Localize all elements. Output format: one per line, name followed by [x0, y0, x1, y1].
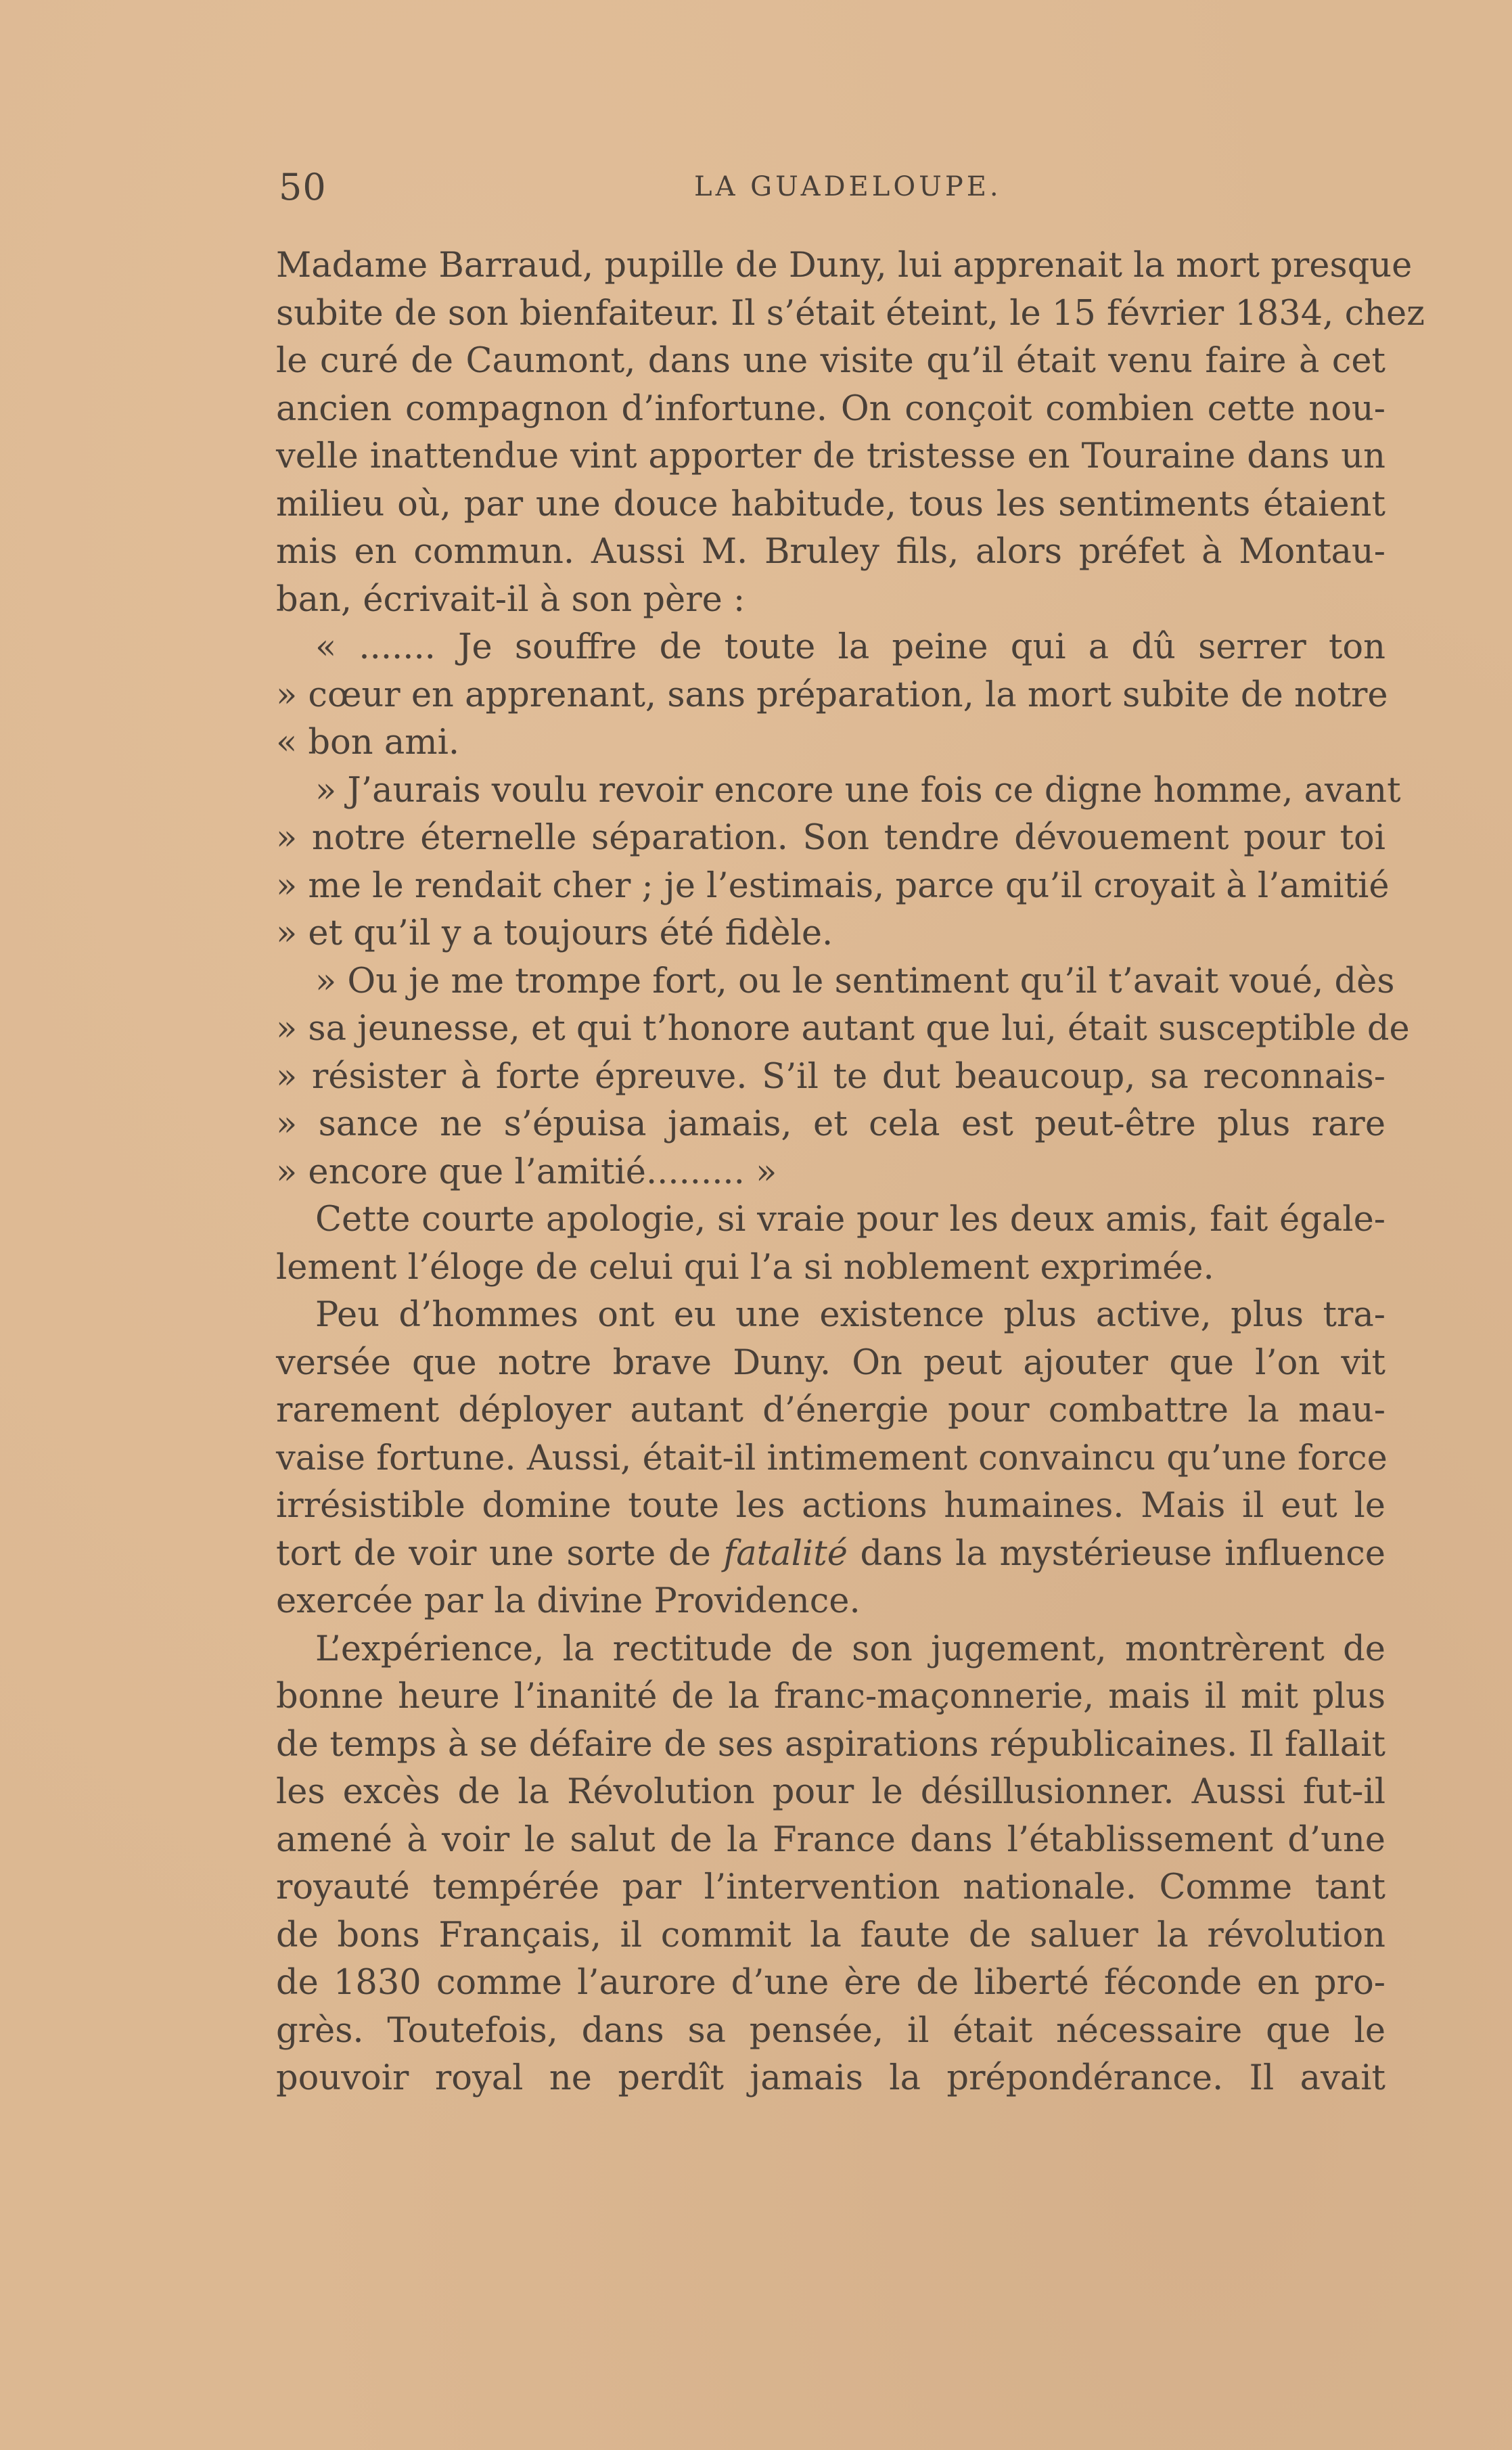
text-line: mis en commun. Aussi M. Bruley fils, alors préfet à Montau-	[276, 532, 1385, 572]
text-line: ancien compagnon d’infortune. On conçoit combien cette nou-	[276, 388, 1385, 429]
page-header	[279, 166, 1388, 220]
text-line: Cette courte apologie, si vraie pour les deux amis, fait égale-	[315, 1200, 1385, 1240]
text-line: » et qu’il y a toujours été fidèle.	[276, 913, 833, 953]
text-line: » cœur en apprenant, sans préparation, la mort subite de notre	[276, 675, 1388, 715]
running-title: LA GUADELOUPE.	[694, 171, 1002, 202]
text-line: amené à voir le salut de la France dans l’établissement d’une	[276, 1819, 1385, 1860]
text-line: ban, écrivait-il à son père :	[276, 579, 746, 620]
text-line: grès. Toutefois, dans sa pensée, il était nécessaire que le	[276, 2010, 1385, 2051]
text-line: de 1830 comme l’aurore d’une ère de liberté féconde en pro-	[276, 1963, 1385, 2003]
text-line: » encore que l’amitié......... »	[276, 1152, 777, 1192]
text-line: le curé de Caumont, dans une visite qu’il était venu faire à cet	[276, 341, 1385, 381]
text-line: » résister à forte épreuve. S’il te dut beaucoup, sa reconnais-	[276, 1056, 1385, 1097]
text-line: pouvoir royal ne perdît jamais la prépondérance. Il avait	[276, 2058, 1385, 2098]
text-line: » J’aurais voulu revoir encore une fois ce digne homme, avant	[315, 770, 1401, 811]
text-line: vaise fortune. Aussi, était-il intimement convaincu qu’une force	[276, 1438, 1388, 1478]
emphasis-word: fatalité	[723, 1533, 848, 1574]
text-line: » Ou je me trompe fort, ou le sentiment qu’il t’avait voué, dès	[315, 961, 1395, 1001]
text-line: Peu d’hommes ont eu une existence plus active, plus tra-	[315, 1295, 1385, 1335]
text-line: bonne heure l’inanité de la franc-maçonnerie, mais il mit plus	[276, 1677, 1385, 1717]
text-line: » sance ne s’épuisa jamais, et cela est peut-être plus rare	[276, 1104, 1385, 1144]
text-line: versée que notre brave Duny. On peut ajouter que l’on vit	[276, 1342, 1385, 1383]
text-line: L’expérience, la rectitude de son jugement, montrèrent de	[315, 1629, 1385, 1669]
text-line: rarement déployer autant d’énergie pour combattre la mau-	[276, 1390, 1385, 1430]
text-line: lement l’éloge de celui qui l’a si noblement exprimée.	[276, 1247, 1214, 1288]
body-text	[276, 242, 1425, 2103]
text-line: » notre éternelle séparation. Son tendre dévouement pour toi	[276, 818, 1385, 858]
text-line: velle inattendue vint apporter de tristesse en Touraine dans un	[276, 436, 1385, 476]
text-line: milieu où, par une douce habitude, tous les sentiments étaient	[276, 484, 1385, 524]
text-line: les excès de la Révolution pour le désillusionner. Aussi fut-il	[276, 1772, 1385, 1812]
text-line: irrésistible domine toute les actions humaines. Mais il eut le	[276, 1486, 1385, 1526]
text-line: tort de voir une sorte de fatalité dans la mystérieuse influence	[276, 1533, 1385, 1574]
text-line: Madame Barraud, pupille de Duny, lui apprenait la mort presque	[276, 246, 1413, 286]
text-line: » sa jeunesse, et qui t’honore autant que lui, était susceptible de	[276, 1009, 1410, 1049]
text-line: royauté tempérée par l’intervention nationale. Comme tant	[276, 1867, 1385, 1907]
text-line: de temps à se défaire de ses aspirations républicaines. Il fallait	[276, 1724, 1385, 1765]
text-line: » me le rendait cher ; je l’estimais, parce qu’il croyait à l’amitié	[276, 865, 1390, 906]
text-line: « bon ami.	[276, 723, 460, 763]
text-line: exercée par la divine Providence.	[276, 1581, 861, 1621]
text-line: subite de son bienfaiteur. Il s’était éteint, le 15 février 1834, chez	[276, 293, 1425, 334]
text-line: de bons Français, il commit la faute de saluer la révolution	[276, 1915, 1385, 1955]
page-number: 50	[279, 166, 327, 208]
text-line: « ....... Je souffre de toute la peine qui a dû serrer ton	[315, 627, 1385, 667]
